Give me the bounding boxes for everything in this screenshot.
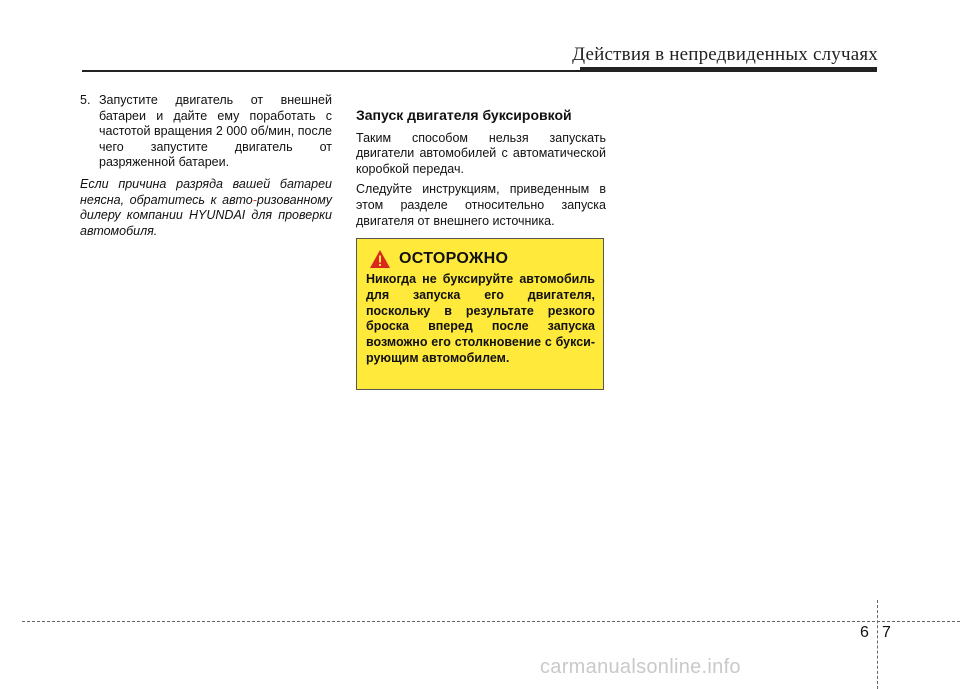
note-part1: Если причина разряда вашей батареи неясна, обратитесь к авто	[80, 176, 332, 207]
paragraph: Таким способом нельзя запускать двигатели автомобилей с автоматической коробкой передач.	[356, 130, 606, 176]
left-column	[80, 93, 332, 239]
step-item	[80, 93, 332, 171]
warning-title: ОСТОРОЖНО	[399, 250, 509, 267]
paragraph: Следуйте инструкциям, приведенным в этом разделе относительно запуска двигателя от внешнего источника.	[356, 182, 606, 228]
header-rule-accent	[580, 67, 877, 72]
warning-text: Никогда не буксируйте автомобиль для запуска его двигателя, поскольку в результате резкого броска вперед после запуска возможно его столкновение с букси- рующим автомобилем.	[366, 272, 595, 365]
step-number: 5.	[80, 93, 91, 107]
battery-note	[80, 177, 332, 239]
warning-box	[356, 238, 604, 390]
chapter-number: 6	[860, 624, 869, 641]
note-hyphen: -	[252, 192, 257, 207]
watermark: carmanualsonline.info	[540, 656, 741, 678]
page-header-title: Действия в непредвиденных случаях	[572, 44, 878, 65]
warning-header	[369, 249, 508, 269]
step-text: Запустите двигатель от внешней батареи и дайте ему поработать с частотой вращения 2 000 об/мин, после чего запустите двигатель от разряженной батареи.	[99, 93, 332, 170]
section-heading: Запуск двигателя буксировкой	[356, 107, 572, 123]
page-number: 7	[882, 624, 891, 641]
note-part2: ризованному дилеру компании HYUNDAI для проверки автомобиля.	[80, 192, 332, 238]
warning-triangle-icon	[369, 249, 391, 269]
right-column	[356, 108, 606, 234]
footer-rule	[22, 621, 960, 622]
footer-divider	[877, 600, 878, 689]
